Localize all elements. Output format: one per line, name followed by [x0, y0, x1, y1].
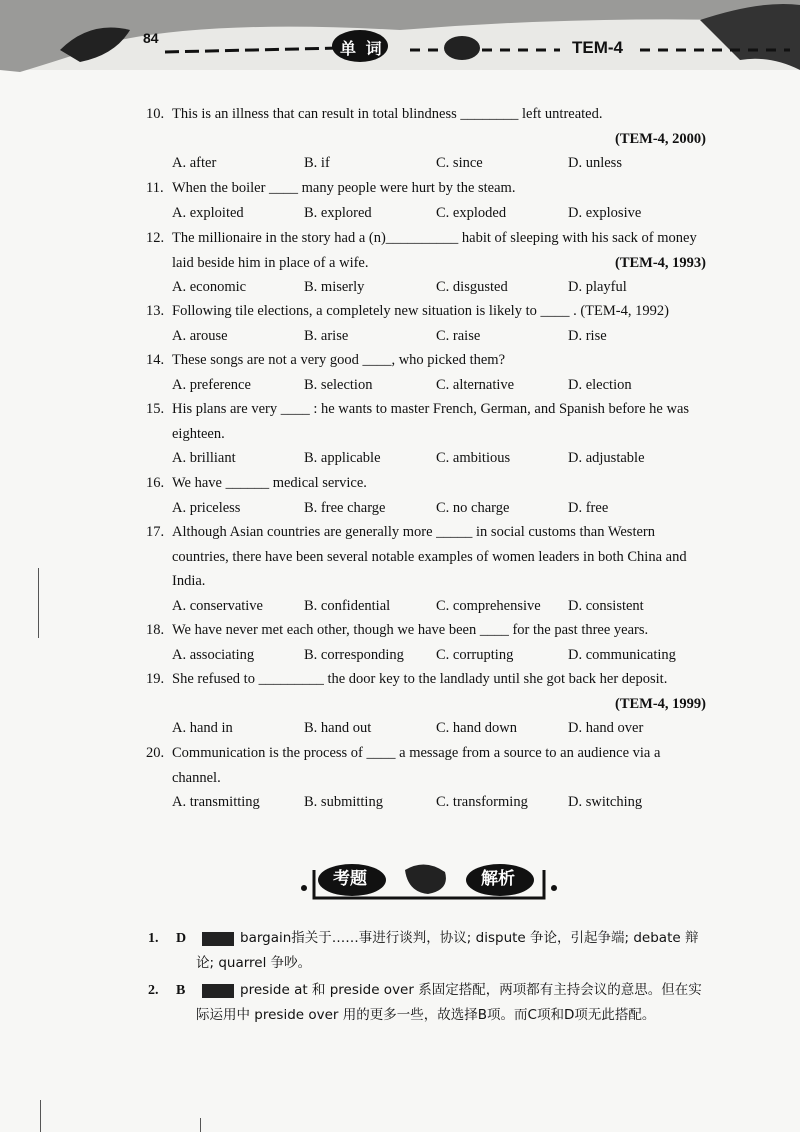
question-number: 16.: [146, 475, 165, 491]
option-a: A. economic: [172, 279, 247, 295]
option-b: B. arise: [304, 327, 349, 344]
option-d: D. hand over: [568, 720, 644, 736]
question-number: 11.: [146, 180, 164, 196]
question-source: (TEM-4, 1999): [614, 695, 706, 712]
banner-right-label: 解析: [481, 869, 515, 889]
option-d: D. rise: [568, 327, 607, 344]
option-b: B. selection: [304, 376, 373, 393]
analysis-tag-icon: [202, 984, 234, 998]
question-16: [146, 471, 706, 520]
option-c: C. no charge: [436, 499, 510, 516]
options-row: [172, 496, 706, 521]
option-d: D. explosive: [568, 204, 642, 221]
options-row: [172, 151, 706, 176]
answer-letter: B: [176, 983, 186, 998]
options-row: [172, 716, 706, 741]
option-a: A. brilliant: [172, 450, 236, 466]
question-number: 12.: [146, 230, 165, 246]
options-row: [172, 201, 706, 226]
option-b: B. applicable: [304, 450, 381, 466]
option-d: D. free: [568, 499, 609, 516]
answer-letter: D: [176, 931, 187, 946]
option-b: B. explored: [304, 204, 372, 221]
option-c: C. alternative: [436, 376, 515, 393]
option-c: C. disgusted: [436, 279, 508, 295]
question-stem: This is an illness that can result in total blindness ________ left untreated.: [172, 106, 603, 122]
question-number: 10.: [146, 106, 165, 122]
option-b: B. miserly: [304, 279, 365, 295]
option-d: D. consistent: [568, 597, 644, 614]
option-a: A. priceless: [172, 499, 241, 516]
option-b: B. hand out: [304, 720, 372, 736]
option-a: A. exploited: [172, 204, 244, 221]
question-15: [146, 397, 706, 471]
question-number: 15.: [146, 401, 165, 417]
answer-1: [148, 926, 708, 976]
option-a: A. arouse: [172, 327, 228, 344]
exam-label: TEM-4: [572, 38, 623, 57]
page-header: [0, 0, 800, 90]
question-17: [146, 520, 706, 618]
question-number: 14.: [146, 352, 165, 368]
options-row: [172, 594, 706, 619]
scan-margin-line: [38, 568, 39, 638]
option-a: A. preference: [172, 376, 251, 393]
question-20: [146, 741, 706, 815]
option-a: A. after: [172, 155, 217, 171]
section-title: 单 词: [340, 39, 384, 58]
question-source: (TEM-4, 2000): [614, 130, 706, 147]
option-b: B. corresponding: [304, 646, 404, 663]
page-number: 84: [143, 30, 159, 46]
question-13: [146, 299, 706, 348]
option-d: D. unless: [568, 155, 622, 171]
question-stem: Following tile elections, a completely new situation is likely to ____ . (TEM-4, 1992): [172, 303, 669, 319]
option-d: D. switching: [568, 794, 643, 810]
option-b: B. if: [304, 155, 330, 171]
option-c: C. since: [436, 155, 483, 171]
question-stem: When the boiler ____ many people were hurt by the steam.: [172, 180, 516, 196]
option-c: C. comprehensive: [436, 597, 541, 614]
options-row: [172, 373, 706, 398]
question-stem: [172, 226, 706, 275]
header-decoration: [0, 0, 800, 90]
banner-left-label: 考题: [333, 869, 367, 889]
question-source: (TEM-4, 1993): [614, 254, 706, 271]
option-b: B. free charge: [304, 499, 386, 516]
question-stem: She refused to _________ the door key to the landlady until she got back her deposit.: [172, 671, 668, 687]
option-c: C. hand down: [436, 720, 517, 736]
option-a: A. associating: [172, 646, 255, 663]
option-b: B. confidential: [304, 597, 391, 614]
option-a: A. conservative: [172, 597, 263, 614]
options-row: [172, 643, 706, 668]
question-stem: These songs are not a very good ____, who picked them?: [172, 352, 506, 368]
question-stem: We have ______ medical service.: [172, 475, 367, 491]
question-number: 20.: [146, 745, 165, 761]
question-number: 13.: [146, 303, 165, 319]
question-stem: Although Asian countries are generally more _____ in social customs than Western countries, there have been several notable examples of women leaders in both China and India.: [172, 524, 687, 589]
answer-explanation: preside at 和 preside over 系固定搭配，两项都有主持会议的意思。但在实际运用中 preside over 用的更多一些，故选择B项。而C项和D项无此搭配。: [196, 982, 702, 1023]
option-c: C. exploded: [436, 204, 507, 221]
options-row: [172, 275, 706, 300]
option-c: C. corrupting: [436, 646, 514, 663]
question-number: 18.: [146, 622, 165, 638]
question-18: [146, 618, 706, 667]
option-a: A. transmitting: [172, 794, 260, 810]
options-row: [172, 790, 706, 815]
option-c: C. transforming: [436, 794, 528, 810]
answers-section-banner: [300, 856, 560, 906]
option-a: A. hand in: [172, 720, 233, 736]
option-c: C. raise: [436, 327, 481, 344]
scan-margin-line: [40, 1100, 41, 1132]
answer-number: 1.: [148, 931, 159, 946]
option-c: C. ambitious: [436, 450, 511, 466]
answer-explanation: bargain指关于……事进行谈判，协议; dispute 争论，引起争端; debate 辩论; quarrel 争吵。: [196, 930, 699, 971]
question-stem: His plans are very ____ : he wants to master French, German, and Spanish before he was eighteen.: [172, 401, 690, 442]
options-row: [172, 446, 706, 471]
question-stem: We have never met each other, though we have been ____ for the past three years.: [172, 622, 649, 638]
question-number: 19.: [146, 671, 165, 687]
question-stem-text: The millionaire in the story had a (n)__________ habit of sleeping with his sack of money laid beside him in place of a wife.: [172, 230, 697, 271]
question-12: [146, 226, 706, 300]
question-19: [146, 667, 706, 741]
option-d: D. adjustable: [568, 450, 645, 466]
question-number: 17.: [146, 524, 165, 540]
option-b: B. submitting: [304, 794, 383, 810]
analysis-tag-icon: [202, 932, 234, 946]
option-d: D. communicating: [568, 646, 676, 663]
answer-number: 2.: [148, 983, 159, 998]
option-d: D. playful: [568, 279, 627, 295]
option-d: D. election: [568, 376, 632, 393]
question-stem: Communication is the process of ____ a message from a source to an audience via a channel.: [172, 745, 661, 786]
options-row: [172, 324, 706, 349]
question-10: [146, 102, 706, 176]
scan-margin-line: [200, 1118, 201, 1132]
question-11: [146, 176, 706, 225]
answer-2: [148, 978, 708, 1028]
question-14: [146, 348, 706, 397]
